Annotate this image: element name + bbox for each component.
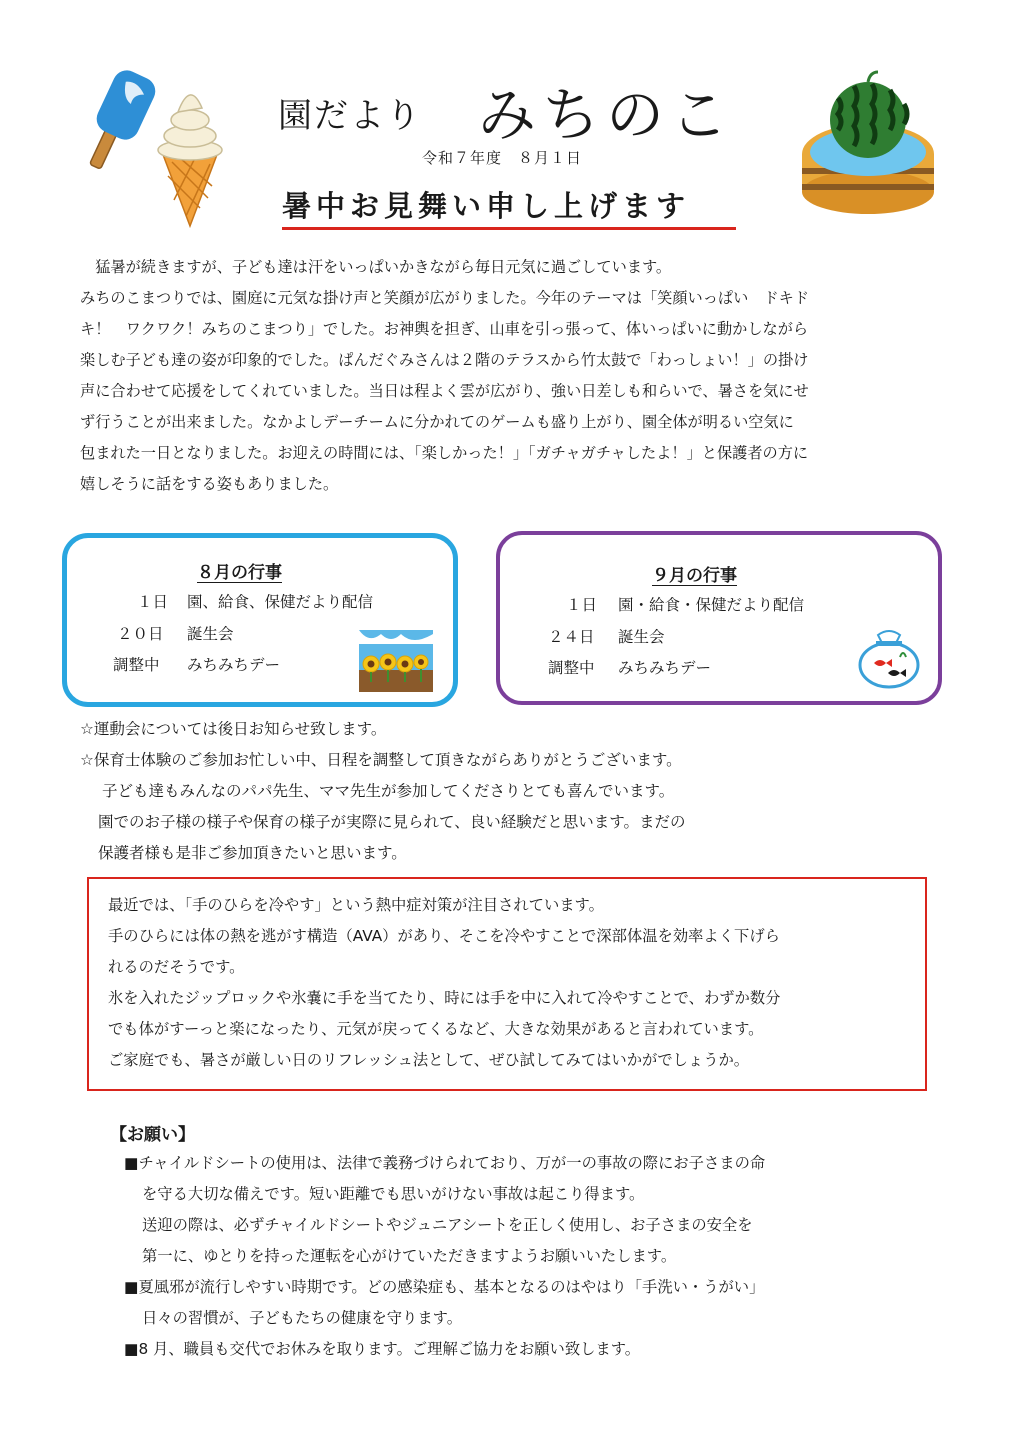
request-line: ■夏風邪が流行しやすい時期です。どの感染症も、基本となるのはやはり「手洗い・うがい」	[124, 1278, 765, 1296]
event-text: みちみちデー	[187, 656, 281, 674]
heat-line: ご家庭でも、暑さが厳しい日のリフレッシュ法として、ぜひ試してみてはいかがでしょうか。	[108, 1051, 750, 1069]
intro-line: みちのこまつりでは、園庭に元気な掛け声と笑顔が広がりました。今年のテーマは「笑顔いっぱい ドキド	[80, 289, 809, 307]
soft-serve-icon	[150, 80, 230, 230]
note-line: ☆運動会については後日お知らせ致します。	[80, 720, 387, 738]
request-section	[124, 1148, 914, 1365]
event-date: ２４日	[548, 628, 595, 646]
note-line: 保護者様も是非ご参加頂きたいと思います。	[98, 844, 407, 862]
request-line: ■チャイルドシートの使用は、法律で義務づけられており、万が一の事故の際にお子さまの命	[124, 1154, 766, 1172]
intro-line: ず行うことが出来ました。なかよしデーチームに分かれてのゲームも盛り上がり、園全体が明るい空気に	[80, 413, 794, 431]
notes-section	[80, 714, 960, 869]
event-date: 調整中	[113, 656, 160, 674]
watermelon-tub-icon	[798, 68, 938, 218]
heatstroke-text	[108, 890, 918, 1076]
intro-line: 猛暑が続きますが、子ども達は汗をいっぱいかきながら毎日元気に過ごしています。	[95, 258, 672, 276]
heat-line: でも体がすーっと楽になったり、元気が戻ってくるなど、大きな効果があると言われています。	[108, 1020, 764, 1038]
intro-line: 楽しむ子ども達の姿が印象的でした。ぱんだぐみさんは２階のテラスから竹太鼓で「わっしょい！」の掛け	[80, 351, 809, 369]
request-line: を守る大切な備えです。短い距離でも思いがけない事故は起こり得ます。	[142, 1185, 645, 1203]
event-text: 園・給食・保健だより配信	[618, 596, 805, 614]
newsletter-title: みちのこ	[478, 81, 735, 149]
event-text: みちみちデー	[618, 659, 712, 677]
event-text: 園、給食、保健だより配信	[187, 593, 374, 611]
september-events-box	[496, 531, 942, 705]
sunflower-icon	[359, 630, 433, 692]
intro-line: 嬉しそうに話をする姿もありました。	[80, 475, 339, 493]
note-line: ☆保育士体験のご参加お忙しい中、日程を調整して頂きながらありがとうございます。	[80, 751, 682, 769]
intro-paragraph	[80, 252, 950, 500]
heat-line: 氷を入れたジップロックや氷嚢に手を当てたり、時には手を中に入れて冷やすことで、わずか数分	[108, 989, 781, 1007]
intro-line: キ！ ワクワク！みちのこまつり」でした。お神輿を担ぎ、山車を引っ張って、体いっぱいに動かしながら	[80, 320, 809, 338]
september-events-title: ９月の行事	[652, 566, 737, 586]
issue-date: 令和７年度 ８月１日	[422, 149, 583, 167]
event-date: ２０日	[117, 625, 164, 643]
event-text: 誕生会	[187, 625, 234, 643]
august-events-box	[62, 533, 458, 707]
goldfish-bag-icon	[856, 627, 922, 689]
request-title: 【お願い】	[110, 1125, 195, 1145]
request-line: ■8 月、職員も交代でお休みを取ります。ご理解ご協力をお願い致します。	[124, 1340, 641, 1358]
newsletter-label: 園だより	[278, 96, 422, 136]
event-date: 調整中	[548, 659, 595, 677]
august-events-title: ８月の行事	[197, 563, 282, 583]
note-line: 子ども達もみんなのパパ先生、ママ先生が参加してくださりとても喜んでいます。	[102, 782, 675, 800]
request-line: 送迎の際は、必ずチャイルドシートやジュニアシートを正しく使用し、お子さまの安全を	[142, 1216, 753, 1234]
request-line: 第一に、ゆとりを持った運転を心がけていただきますようお願いいたします。	[142, 1247, 677, 1265]
intro-line: 包まれた一日となりました。お迎えの時間には、「楽しかった！」「ガチャガチャしたよ！」と保護者の方に	[80, 444, 809, 462]
heat-line: 手のひらには体の熱を逃がす構造（AVA）があり、そこを冷やすことで深部体温を効率よく下げら	[108, 927, 780, 945]
summer-greeting: 暑中お見舞い申し上げます	[282, 189, 691, 223]
event-date: １日	[566, 596, 598, 614]
heat-line: れるのだそうです。	[108, 958, 245, 976]
greeting-underline	[282, 227, 736, 230]
note-line: 園でのお子様の様子や保育の様子が実際に見られて、良い経験だと思います。まだの	[98, 813, 686, 831]
event-text: 誕生会	[618, 628, 665, 646]
request-line: 日々の習慣が、子どもたちの健康を守ります。	[142, 1309, 463, 1327]
intro-line: 声に合わせて応援をしてくれていました。当日は程よく雲が広がり、強い日差しも和らいで、暑さを気にせ	[80, 382, 809, 400]
event-date: １日	[137, 593, 169, 611]
heat-line: 最近では、「手のひらを冷やす」という熱中症対策が注目されています。	[108, 896, 604, 914]
